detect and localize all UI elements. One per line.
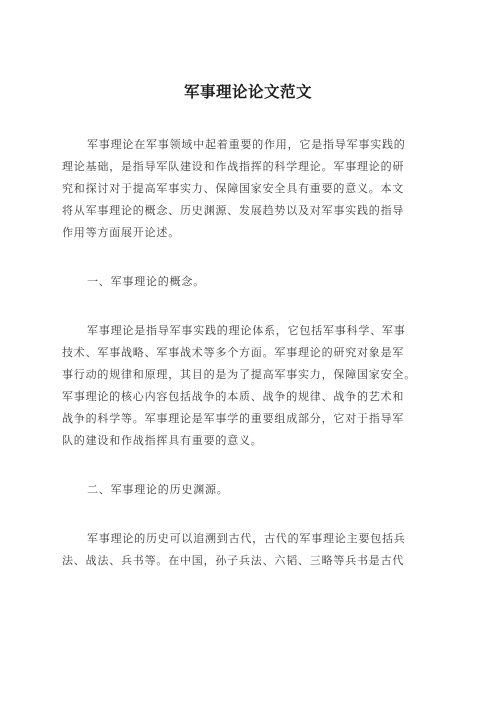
- section1-line-5: 战争的科学等。军事理论是军事学的重要组成部分，它对于指导军: [62, 412, 405, 425]
- section2-line-1: 军事理论的历史可以追溯到古代，古代的军事理论主要包括兵: [87, 532, 406, 545]
- section2-line-2: 法、战法、兵书等。在中国，孙子兵法、六韬、三略等兵书是古代: [62, 554, 405, 567]
- intro-line-2: 理论基础，是指导军队建设和作战指挥的科学理论。军事理论的研: [62, 160, 405, 173]
- intro-line-5: 作用等方面展开论述。: [62, 226, 180, 239]
- intro-line-1: 军事理论在军事领域中起着重要的作用，它是指导军事实践的: [87, 138, 406, 151]
- section1-line-1: 军事理论是指导军事实践的理论体系，它包括军事科学、军事: [87, 324, 406, 337]
- section1-heading: 一、军事理论的概念。: [87, 275, 205, 288]
- section1-line-4: 军事理论的核心内容包括战争的本质、战争的规律、战争的艺术和: [62, 390, 405, 403]
- section2-heading: 二、军事理论的历史渊源。: [87, 483, 229, 496]
- intro-line-3: 究和探讨对于提高军事实力、保障国家安全具有重要的意义。本文: [62, 182, 405, 195]
- section1-line-6: 队的建设和作战指挥具有重要的意义。: [62, 434, 263, 447]
- section1-line-2: 技术、军事战略、军事战术等多个方面。军事理论的研究对象是军: [62, 346, 405, 359]
- section1-line-3: 事行动的规律和原理，其目的是为了提高军事实力，保障国家安全。: [62, 368, 416, 381]
- intro-line-4: 将从军事理论的概念、历史渊源、发展趋势以及对军事实践的指导: [62, 204, 405, 217]
- document-title: 军事理论论文范文: [183, 83, 312, 101]
